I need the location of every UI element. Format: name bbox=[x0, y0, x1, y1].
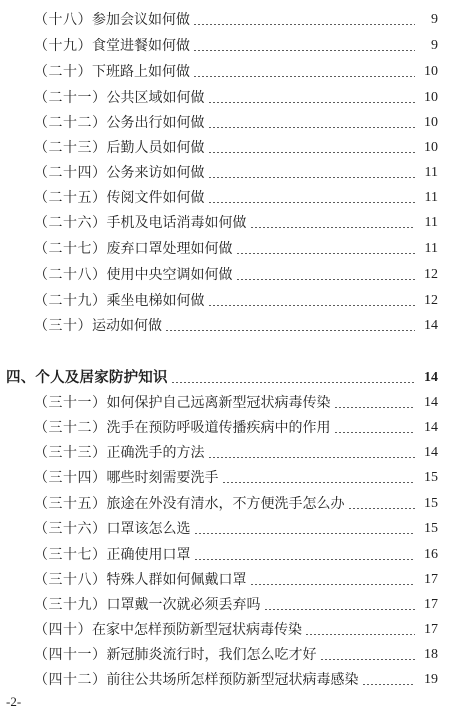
entry-number: （三十四） bbox=[34, 470, 107, 486]
toc-entry[interactable] bbox=[34, 186, 438, 210]
toc-entry[interactable] bbox=[34, 237, 438, 261]
entry-number: （二十四） bbox=[34, 165, 107, 181]
entry-number: （二十七） bbox=[34, 241, 107, 257]
entry-title: 传阅文件如何做 bbox=[106, 190, 205, 206]
entry-title: 洗手在预防呼吸道传播疾病中的作用 bbox=[106, 420, 331, 436]
entry-title: 在家中怎样预防新型冠状病毒传染 bbox=[92, 622, 302, 638]
entry-number: （二十二） bbox=[34, 115, 107, 131]
toc-entry[interactable] bbox=[34, 391, 438, 415]
toc-entry[interactable] bbox=[34, 492, 438, 516]
entry-page-number: 9 bbox=[431, 38, 438, 53]
entry-title: 公务出行如何做 bbox=[106, 115, 205, 131]
entry-page-number: 16 bbox=[424, 547, 438, 562]
entry-number: （二十九） bbox=[34, 293, 107, 309]
entry-title: 如何保护自己远离新型冠状病毒传染 bbox=[106, 395, 331, 411]
entry-page-number: 15 bbox=[424, 521, 438, 536]
entry-title: 前往公共场所怎样预防新型冠状病毒感染 bbox=[106, 672, 359, 688]
dot-leader bbox=[264, 600, 416, 610]
entry-page-number: 10 bbox=[424, 140, 438, 155]
entry-number: （四十一） bbox=[34, 647, 107, 663]
dot-leader bbox=[348, 499, 416, 509]
toc-entry[interactable] bbox=[34, 289, 438, 313]
entry-title: 参加会议如何做 bbox=[92, 12, 190, 28]
section-heading[interactable] bbox=[6, 366, 438, 390]
dot-leader bbox=[334, 423, 416, 433]
entry-number: （三十六） bbox=[34, 521, 107, 537]
toc-entry[interactable] bbox=[34, 517, 438, 541]
toc-entry[interactable] bbox=[34, 618, 438, 642]
toc-entry[interactable] bbox=[34, 34, 438, 58]
toc-entry[interactable] bbox=[34, 668, 438, 692]
toc-entry[interactable] bbox=[34, 60, 438, 84]
toc-entry[interactable] bbox=[34, 416, 438, 440]
entry-title: 食堂进餐如何做 bbox=[92, 38, 190, 54]
entry-title: 正确使用口罩 bbox=[106, 547, 191, 563]
entry-number: （四十） bbox=[34, 622, 92, 638]
dot-leader bbox=[208, 118, 416, 128]
entry-number: （二十六） bbox=[34, 215, 107, 231]
entry-number: （四十二） bbox=[34, 672, 107, 688]
entry-page-number: 11 bbox=[424, 190, 438, 205]
entry-page-number: 14 bbox=[424, 420, 438, 435]
entry-title: 后勤人员如何做 bbox=[106, 140, 205, 156]
dot-leader bbox=[194, 524, 416, 534]
entry-number: （二十五） bbox=[34, 190, 107, 206]
entry-page-number: 10 bbox=[424, 115, 438, 130]
entry-number: （三十） bbox=[34, 318, 92, 334]
entry-page-number: 17 bbox=[424, 572, 438, 587]
dot-leader bbox=[171, 373, 415, 383]
dot-leader bbox=[165, 321, 415, 331]
entry-page-number: 11 bbox=[424, 241, 438, 256]
dot-leader bbox=[208, 448, 416, 458]
toc-entry[interactable] bbox=[34, 568, 438, 592]
entry-page-number: 14 bbox=[424, 395, 438, 410]
entry-number: （三十七） bbox=[34, 547, 107, 563]
entry-page-number: 11 bbox=[424, 215, 438, 230]
entry-number: （十九） bbox=[34, 38, 92, 54]
dot-leader bbox=[305, 625, 415, 635]
toc-entry[interactable] bbox=[34, 86, 438, 110]
entry-title: 使用中央空调如何做 bbox=[106, 267, 233, 283]
dot-leader bbox=[193, 41, 415, 51]
section-page-number: 14 bbox=[424, 370, 438, 385]
entry-number: （三十五） bbox=[34, 496, 107, 512]
toc-entry[interactable] bbox=[34, 314, 438, 338]
entry-title: 公务来访如何做 bbox=[106, 165, 205, 181]
entry-title: 口罩该怎么选 bbox=[106, 521, 191, 537]
toc-entry[interactable] bbox=[34, 643, 438, 667]
toc-entry[interactable] bbox=[34, 136, 438, 160]
entry-title: 乘坐电梯如何做 bbox=[106, 293, 205, 309]
dot-leader bbox=[193, 67, 415, 77]
entry-number: （二十八） bbox=[34, 267, 107, 283]
entry-number: （二十三） bbox=[34, 140, 107, 156]
entry-number: （二十） bbox=[34, 64, 92, 80]
toc-entry[interactable] bbox=[34, 441, 438, 465]
dot-leader bbox=[250, 218, 416, 228]
toc-entry[interactable] bbox=[34, 211, 438, 235]
entry-page-number: 15 bbox=[424, 470, 438, 485]
entry-number: （三十二） bbox=[34, 420, 107, 436]
entry-title: 下班路上如何做 bbox=[92, 64, 190, 80]
entry-page-number: 17 bbox=[424, 597, 438, 612]
entry-number: （三十一） bbox=[34, 395, 107, 411]
entry-title: 公共区域如何做 bbox=[106, 90, 205, 106]
entry-title: 手机及电话消毒如何做 bbox=[106, 215, 247, 231]
entry-page-number: 11 bbox=[424, 165, 438, 180]
entry-page-number: 9 bbox=[431, 12, 438, 27]
page-footer-number: -2- bbox=[6, 694, 22, 709]
toc-entry[interactable] bbox=[34, 8, 438, 32]
entry-title: 特殊人群如何佩戴口罩 bbox=[106, 572, 247, 588]
entry-number: （十八） bbox=[34, 12, 92, 28]
dot-leader bbox=[320, 650, 416, 660]
entry-page-number: 12 bbox=[424, 267, 438, 282]
dot-leader bbox=[193, 15, 415, 25]
entry-page-number: 19 bbox=[424, 672, 438, 687]
entry-number: （二十一） bbox=[34, 90, 107, 106]
entry-number: （三十八） bbox=[34, 572, 107, 588]
entry-title: 哪些时刻需要洗手 bbox=[106, 470, 219, 486]
dot-leader bbox=[208, 143, 416, 153]
toc-entry[interactable] bbox=[34, 543, 438, 567]
dot-leader bbox=[236, 244, 416, 254]
dot-leader bbox=[362, 675, 416, 685]
dot-leader bbox=[222, 473, 416, 483]
toc-entry[interactable] bbox=[34, 111, 438, 135]
entry-page-number: 15 bbox=[424, 496, 438, 511]
entry-page-number: 18 bbox=[424, 647, 438, 662]
entry-page-number: 17 bbox=[424, 622, 438, 637]
dot-leader bbox=[208, 193, 416, 203]
entry-title: 新冠肺炎流行时，我们怎么吃才好 bbox=[106, 647, 317, 663]
dot-leader bbox=[208, 93, 416, 103]
entry-number: （三十三） bbox=[34, 445, 107, 461]
dot-leader bbox=[208, 296, 416, 306]
entry-title: 旅途在外没有清水，不方便洗手怎么办 bbox=[106, 496, 345, 512]
entry-page-number: 10 bbox=[424, 90, 438, 105]
section-title: 四、个人及居家防护知识 bbox=[6, 369, 168, 386]
entry-page-number: 14 bbox=[424, 318, 438, 333]
dot-leader bbox=[236, 270, 416, 280]
toc-entry[interactable] bbox=[34, 593, 438, 617]
entry-title: 正确洗手的方法 bbox=[106, 445, 205, 461]
entry-title: 口罩戴一次就必须丢弃吗 bbox=[106, 597, 261, 613]
dot-leader bbox=[194, 550, 416, 560]
toc-entry[interactable] bbox=[34, 161, 438, 185]
entry-page-number: 10 bbox=[424, 64, 438, 79]
dot-leader bbox=[334, 398, 416, 408]
toc-entry[interactable] bbox=[34, 466, 438, 490]
entry-page-number: 14 bbox=[424, 445, 438, 460]
entry-page-number: 12 bbox=[424, 293, 438, 308]
toc-entry[interactable] bbox=[34, 263, 438, 287]
dot-leader bbox=[208, 168, 416, 178]
entry-title: 运动如何做 bbox=[92, 318, 162, 334]
entry-title: 废弃口罩处理如何做 bbox=[106, 241, 233, 257]
dot-leader bbox=[250, 575, 416, 585]
entry-number: （三十九） bbox=[34, 597, 107, 613]
